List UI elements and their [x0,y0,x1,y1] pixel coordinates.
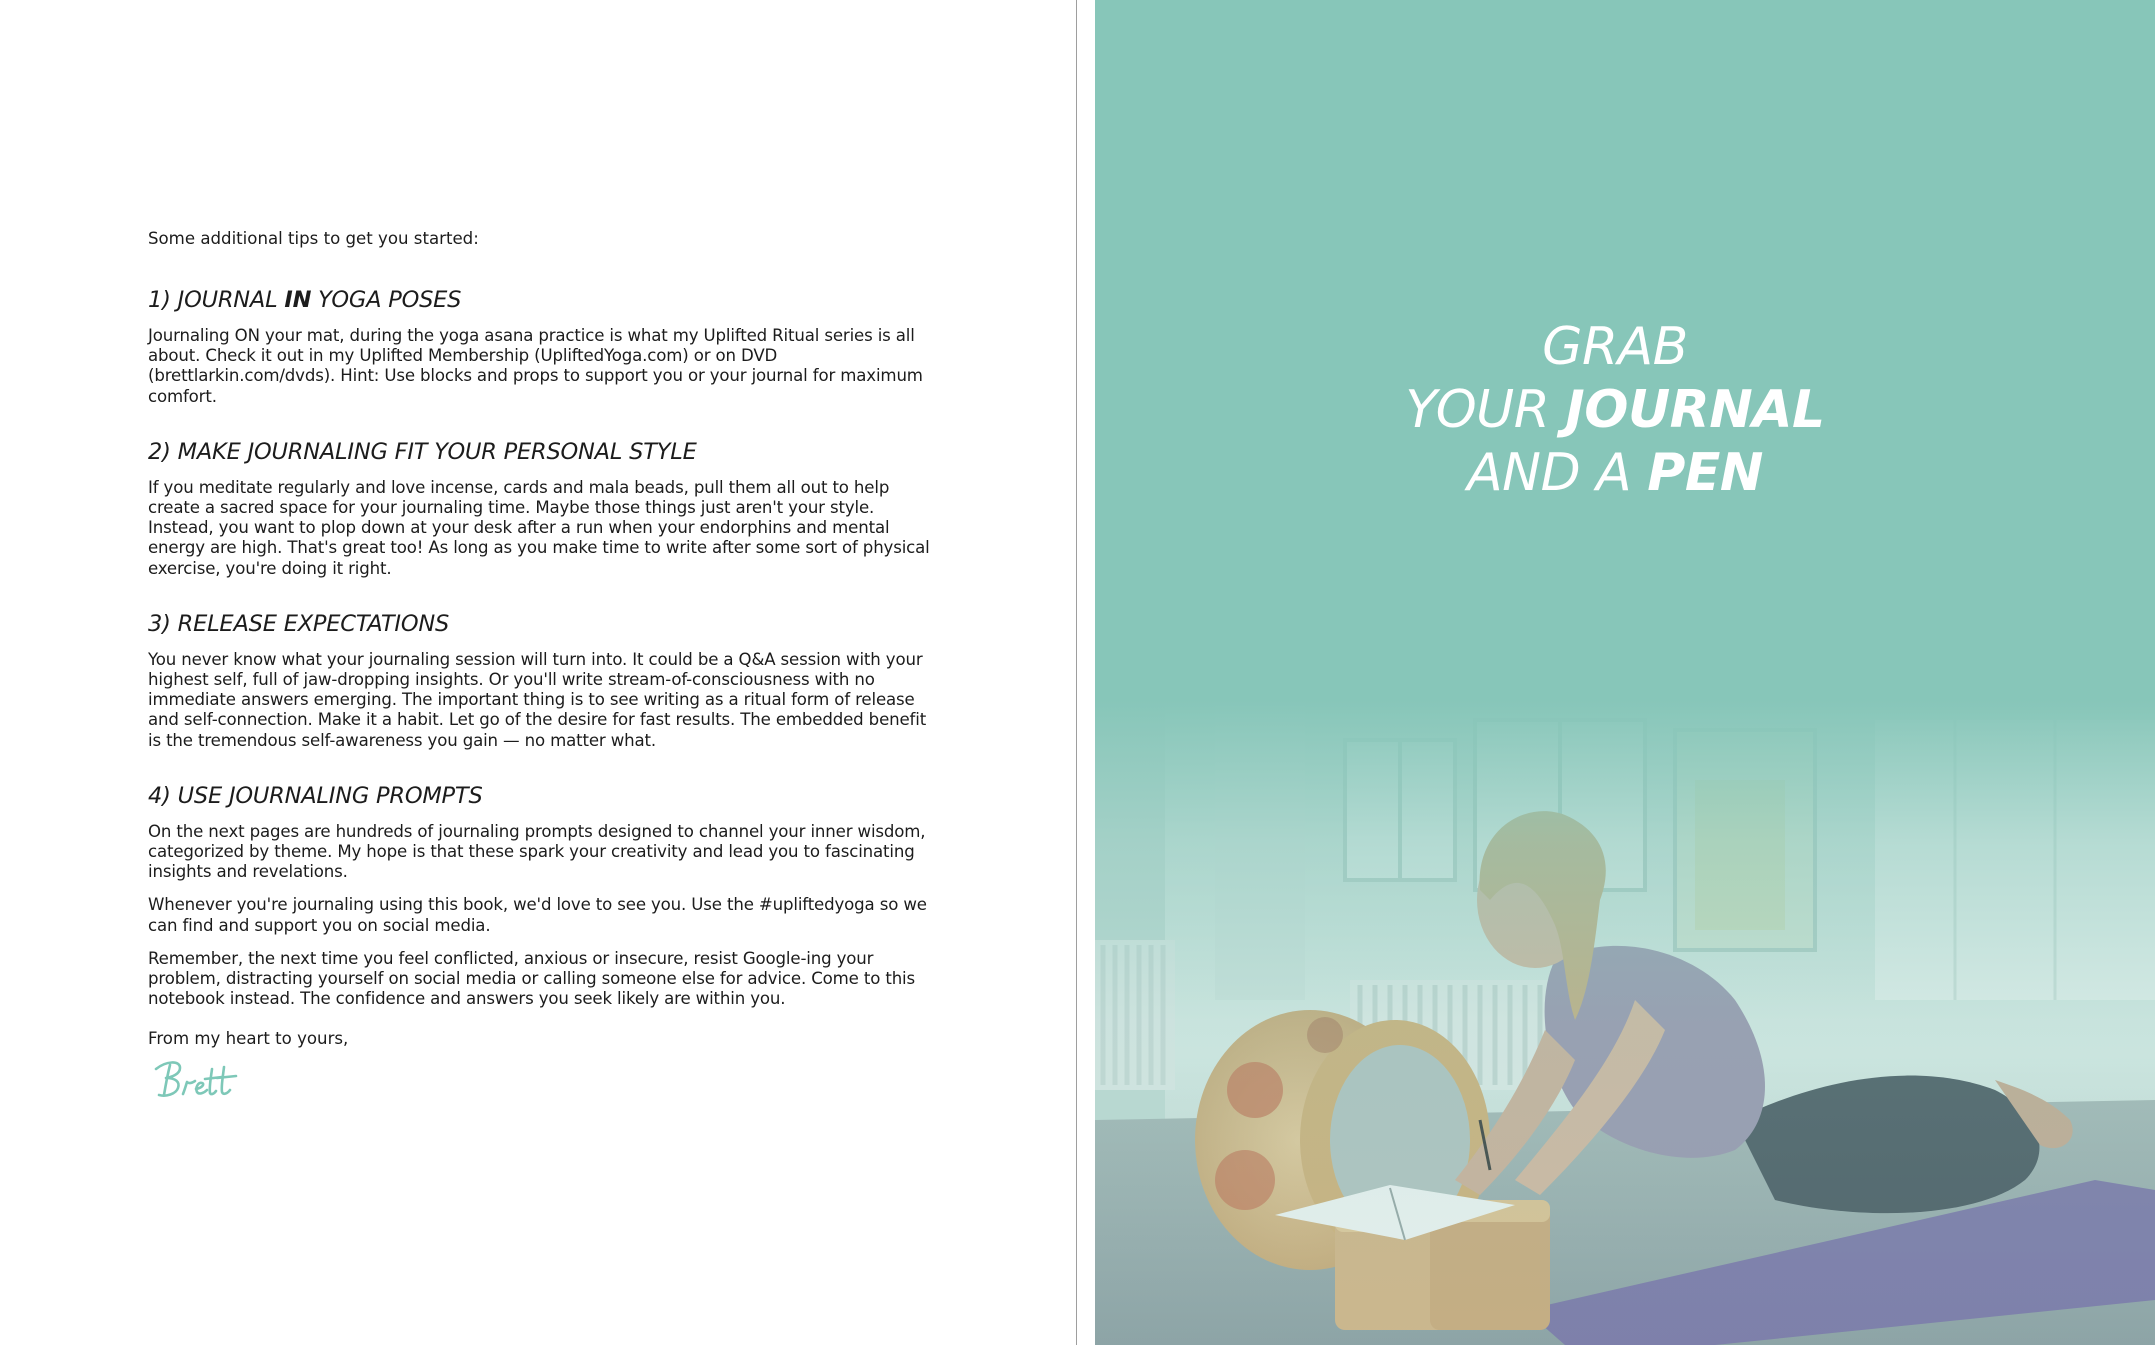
left-page [0,0,1076,1345]
intro-text: Some additional tips to get you started: [148,229,479,248]
tips-article [148,228,938,1103]
cover-title-line-3 [1095,442,2135,505]
tip-2-body: If you meditate regularly and love incense, cards and mala beads, pull them all out to help create a sacred space for your journaling time. Maybe those things just aren't your style. Instead, you want to plop down at your desk after a run when your endorphins and mental energy are high. That's great too! As long as you make time to write after some sort of physical exercise, you're doing it right. [148,477,930,578]
tip-4-body-3: Remember, the next time you feel conflicted, anxious or insecure, resist Google-ing your problem, distracting yourself on social media or calling someone else for advice. Come to this notebook instead. The confidence and answers you seek likely are within you. [148,948,916,1009]
page-gutter [1077,0,1095,1345]
tip-3-body: You never know what your journaling session will turn into. It could be a Q&A session with your highest self, full of jaw-dropping insights. Or you'll write stream-of-consciousness with no immediate answers emerging. The important thing is to see writing as a ritual form of release and self-connection. Make it a habit. Let go of the desire for fast results. The embedded benefit is the tremendous self-awareness you gain — no matter what. [148,649,927,750]
right-page [1095,0,2155,1345]
tip-1-heading-emphasis: IN [284,287,312,313]
tip-4-body-1: On the next pages are hundreds of journaling prompts designed to channel your inner wisdom, categorized by theme. My hope is that these spark your creativity and lead you to fascinating insights and revelations. [148,821,926,882]
cover-title-line-2-emphasis: JOURNAL [1565,380,1825,440]
tip-4-heading: 4) USE JOURNALING PROMPTS [148,782,483,809]
tip-4-body-2: Whenever you're journaling using this book, we'd love to see you. Use the #upliftedyoga so we can find and support you on social media. [148,895,927,935]
yoga-journaling-photo [1095,700,2155,1345]
cover-title-line-1: GRAB [1542,317,1688,377]
cover-title-line-2-lead: YOUR [1405,380,1566,440]
cover-title-line-3-emphasis: PEN [1647,443,1763,503]
signoff-text: From my heart to yours, [148,1029,349,1049]
tip-1-heading [148,286,938,314]
signature-brett [150,1057,250,1103]
cover-title [1095,316,2135,505]
tip-1-heading-part-1: 1) JOURNAL [148,287,285,313]
tip-1-heading-part-2: YOGA POSES [311,287,462,313]
cover-title-line-3-lead: AND A [1467,443,1648,503]
tip-2-heading: 2) MAKE JOURNALING FIT YOUR PERSONAL STYLE [148,438,697,465]
tip-3-heading: 3) RELEASE EXPECTATIONS [148,610,450,637]
cover-title-line-2 [1095,379,2135,442]
tip-1-body: Journaling ON your mat, during the yoga asana practice is what my Uplifted Ritual series is all about. Check it out in my Uplifted Membership (UpliftedYoga.com) or on DVD (brettlarkin.com/dvds). Hint: Use blocks and props to support you or your journal for maximum comfort. [148,326,923,406]
